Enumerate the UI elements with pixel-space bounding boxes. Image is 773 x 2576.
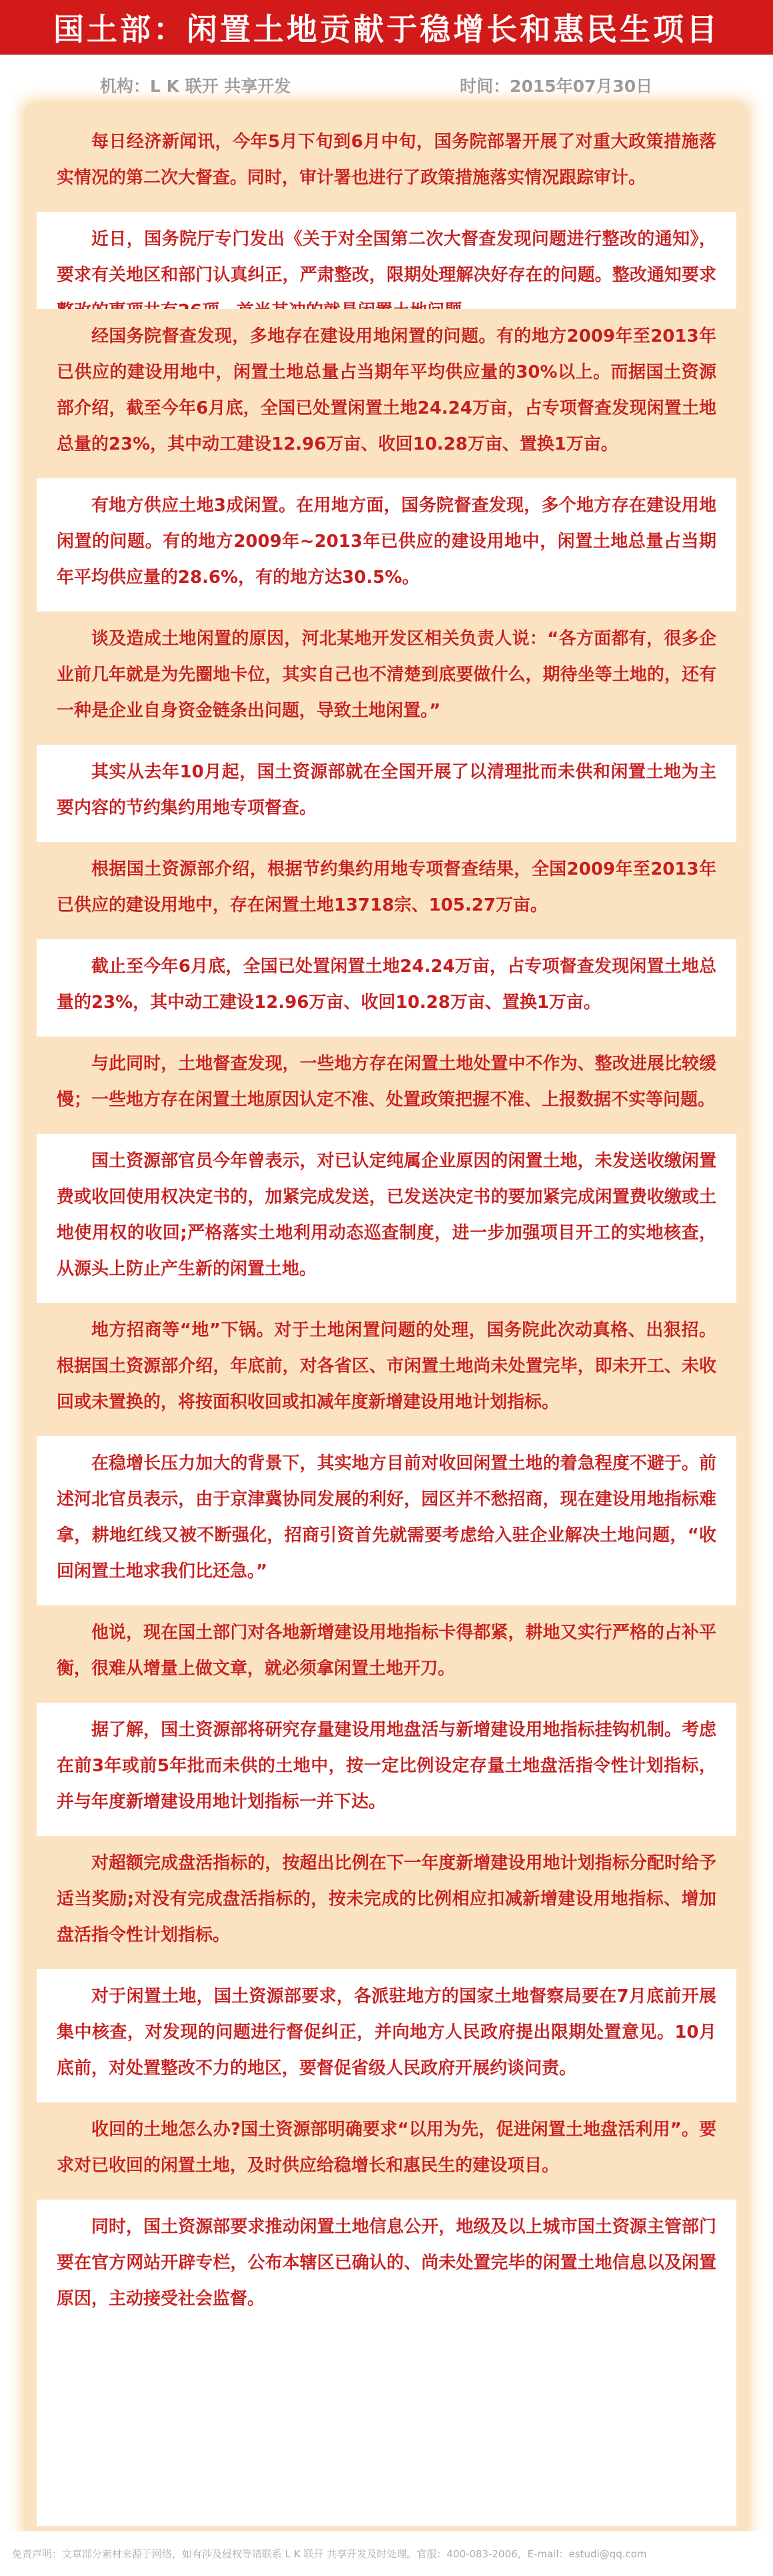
page-title: 国土部：闲置土地贡献于稳增长和惠民生项目 [0, 0, 773, 55]
paragraph: 地方招商等“地”下锅。对于土地闲置问题的处理，国务院此次动真格、出狠招。根据国土资源部介绍，年底前，对各省区、市闲置土地尚未处置完毕，即未开工、未收回或未置换的，将按面积收回或扣减年度新增建设用地计划指标。 [37, 1303, 736, 1436]
footer-disclaimer: 免责声明：文章部分素材来源于网络，如有涉及侵权等请联系 L K 联开 共享开发及时处理。官服：400-083-2006，E-mail：estudi@qq.com [0, 2531, 773, 2576]
paragraph: 对超额完成盘活指标的，按超出比例在下一年度新增建设用地计划指标分配时给予适当奖励;对没有完成盘活指标的，按未完成的比例相应扣减新增建设用地指标、增加盘活指令性计划指标。 [37, 1836, 736, 1969]
paragraph: 近日，国务院厅专门发出《关于对全国第二次大督查发现问题进行整改的通知》，要求有关地区和部门认真纠正，严肃整改，限期处理解决好存在的问题。整改通知要求 [37, 212, 736, 309]
meta-bar [0, 55, 773, 115]
paragraph: 收回的土地怎么办?国土资源部明确要求“以用为先，促进闲置土地盘活利用”。要求对已收回的闲置土地，及时供应给稳增长和惠民生的建设项目。 [37, 2102, 736, 2200]
paragraph: 在稳增长压力加大的背景下，其实地方目前对收回闲置土地的着急程度不避于。前述河北官员表示，由于京津冀协同发展的利好，园区并不愁招商，现在建设用地指标难拿，耕地红线又被不断强化，招商引资首先就需要考虑给入驻企业解决土地问题，“收回闲置土地求我们比还急。” [37, 1436, 736, 1605]
paragraph: 对于闲置土地，国土资源部要求，各派驻地方的国家土地督察局要在7月底前开展集中核查，对发现的问题进行督促纠正，并向地方人民政府提出限期处置意见。10月底前，对处置整改不力的地区，要督促省级人民政府开展约谈问责。 [37, 1969, 736, 2102]
paragraph: 根据国土资源部介绍，根据节约集约用地专项督查结果，全国2009年至2013年已供应的建设用地中，存在闲置土地13718宗、105.27万亩。 [37, 842, 736, 939]
publish-time: 时间：2015年07月30日 [460, 77, 653, 96]
paragraph: 其实从去年10月起，国土资源部就在全国开展了以清理批而未供和闲置土地为主要内容的节约集约用地专项督查。 [37, 745, 736, 842]
paragraph: 截止至今年6月底，全国已处置闲置土地24.24万亩，占专项督查发现闲置土地总量的23%，其中动工建设12.96万亩、收回10.28万亩、置换1万亩。 [37, 939, 736, 1037]
paragraph: 谈及造成土地闲置的原因，河北某地开发区相关负责人说：“各方面都有，很多企业前几年就是为先圈地卡位，其实自己也不清楚到底要做什么，期待坐等土地的，还有一种是企业自身资金链条出问题，导致土地闲置。” [37, 612, 736, 745]
paragraph: 与此同时，土地督查发现，一些地方存在闲置土地处置中不作为、整改进展比较缓慢；一些地方存在闲置土地原因认定不准、处置政策把握不准、上报数据不实等问题。 [37, 1037, 736, 1134]
paragraph: 经国务院督查发现，多地存在建设用地闲置的问题。有的地方2009年至2013年已供应的建设用地中，闲置土地总量占当期年平均供应量的30%以上。而据国土资源部介绍，截至今年6月底，全国已处置闲置土地24.24万亩，占专项督查发现闲置土地总量的23%，其中动工建设12.96万亩、收回10.28万亩、置换1万亩。 [37, 309, 736, 478]
org-label: 机构：L K 联开 共享开发 [100, 77, 291, 96]
paragraph: 有地方供应土地3成闲置。在用地方面，国务院督查发现，多个地方存在建设用地闲置的问题。有的地方2009年~2013年已供应的建设用地中，闲置土地总量占当期年平均供应量的28.6%，有的地方达30.5%。 [37, 478, 736, 612]
paragraph: 每日经济新闻讯，今年5月下旬到6月中旬，国务院部署开展了对重大政策措施落实情况的第二次大督查。同时，审计署也进行了政策措施落实情况跟踪审计。 [37, 115, 736, 212]
paragraph: 他说，现在国土部门对各地新增建设用地指标卡得都紧，耕地又实行严格的占补平衡，很难从增量上做文章，就必须拿闲置土地开刀。 [37, 1605, 736, 1703]
paragraph: 据了解，国土资源部将研究存量建设用地盘活与新增建设用地指标挂钩机制。考虑在前3年或前5年批而未供的土地中，按一定比例设定存量土地盘活指令性计划指标，并与年度新增建设用地计划指标一并下达。 [37, 1703, 736, 1836]
paragraph: 国土资源部官员今年曾表示，对已认定纯属企业原因的闲置土地，未发送收缴闲置费或收回使用权决定书的，加紧完成发送，已发送决定书的要加紧完成闲置费收缴或土地使用权的收回;严格落实土地利用动态巡查制度，进一步加强项目开工的实地核查，从源头上防止产生新的闲置土地。 [37, 1134, 736, 1303]
paragraph: 同时，国土资源部要求推动闲置土地信息公开，地级及以上城市国土资源主管部门要在官方网站开辟专栏，公布本辖区已确认的、尚未处置完毕的闲置土地信息以及闲置原因，主动接受社会监督。 [37, 2200, 736, 2333]
article-body [37, 115, 736, 2526]
